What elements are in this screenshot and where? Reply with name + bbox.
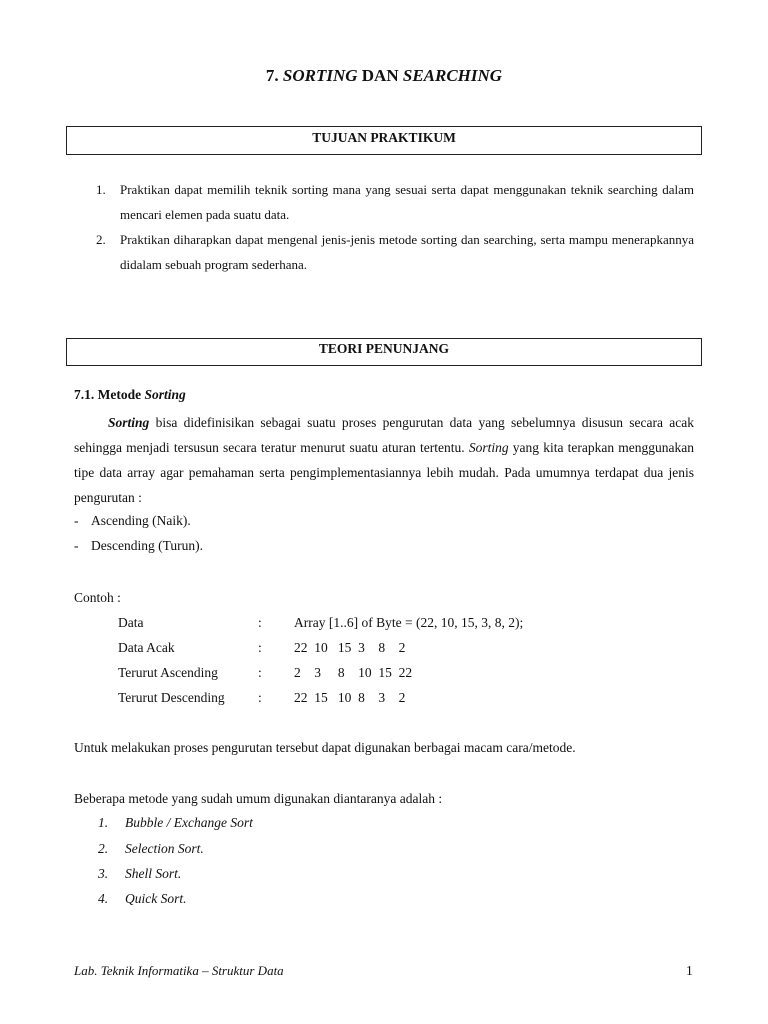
bullet-text: Descending (Turun). [91,538,203,553]
title-word-sorting: SORTING [282,66,358,85]
paragraph-part2: yang kita terapkan menggunakan tipe data array agar pemahaman serta pengimplementasiannya lebih mudah. Pada umumnya terdapat dua jenis pengurutan : [74,440,694,505]
method-number: 3. [98,866,109,881]
example-row-value: 22 10 15 3 8 2 [294,640,406,655]
method-number: 2. [98,841,109,856]
objective-item [96,227,694,277]
example-row-label: Terurut Descending [118,690,225,705]
example-row-value: 22 15 10 8 3 2 [294,690,406,705]
method-name: Quick Sort. [125,891,187,906]
section-heading-teori: TEORI PENUNJANG [66,338,702,366]
subsection-prefix: 7.1. Metode [74,387,142,402]
objective-text: Praktikan dapat memilih teknik sorting mana yang sesuai serta dapat menggunakan teknik searching dalam mencari elemen pada suatu data. [120,182,694,222]
objective-item [96,177,694,227]
method-number: 1. [98,815,109,830]
sentence-methods-intro: Untuk melakukan proses pengurutan tersebut dapat digunakan berbagai macam cara/metode. [74,740,576,755]
method-name: Shell Sort. [125,866,182,881]
example-row-colon: : [258,615,262,630]
objective-number: 1. [96,182,106,197]
subsection-heading [74,387,186,403]
paragraph-lead: Sorting [108,415,150,430]
example-row-value: 2 3 8 10 15 22 [294,665,413,680]
dash-marker: - [74,538,79,553]
paragraph-part1: bisa didefinisikan sebagai suatu proses pengurutan data yang sebelumnya disusun secara acak sehingga menjadi tersusun secara teratur menurut suatu aturan tertentu. [74,415,694,455]
subsection-emph: Sorting [144,387,186,402]
list-item [74,513,191,529]
footer-lab-name: Lab. Teknik Informatika – Struktur Data [74,963,284,978]
method-number: 4. [98,891,109,906]
example-row-label: Data [118,615,144,630]
example-row-colon: : [258,640,262,655]
example-row-label: Terurut Ascending [118,665,218,680]
bullet-text: Ascending (Naik). [91,513,191,528]
paragraph-emph: Sorting [468,440,509,455]
page-title [0,66,768,86]
sentence-methods-list-intro: Beberapa metode yang sudah umum digunakan diantaranya adalah : [74,791,443,806]
example-row-label: Data Acak [118,640,175,655]
objective-number: 2. [96,232,106,247]
dash-marker: - [74,513,79,528]
objective-text: Praktikan diharapkan dapat mengenal jenis-jenis metode sorting dan searching, serta mampu menerapkannya didalam sebuah program sederhana. [120,232,694,272]
method-name: Bubble / Exchange Sort [125,815,253,830]
example-label: Contoh : [74,590,121,605]
example-row-colon: : [258,690,262,705]
sorting-definition-paragraph [74,410,694,510]
example-row-value: Array [1..6] of Byte = (22, 10, 15, 3, 8, 2); [294,615,524,630]
title-word-dan: DAN [361,66,399,85]
page-number: 1 [686,963,693,978]
method-name: Selection Sort. [125,841,204,856]
example-row-colon: : [258,665,262,680]
title-word-searching: SEARCHING [402,66,503,85]
title-number: 7. [265,66,279,85]
list-item [74,538,203,554]
section-heading-tujuan: TUJUAN PRAKTIKUM [66,126,702,155]
